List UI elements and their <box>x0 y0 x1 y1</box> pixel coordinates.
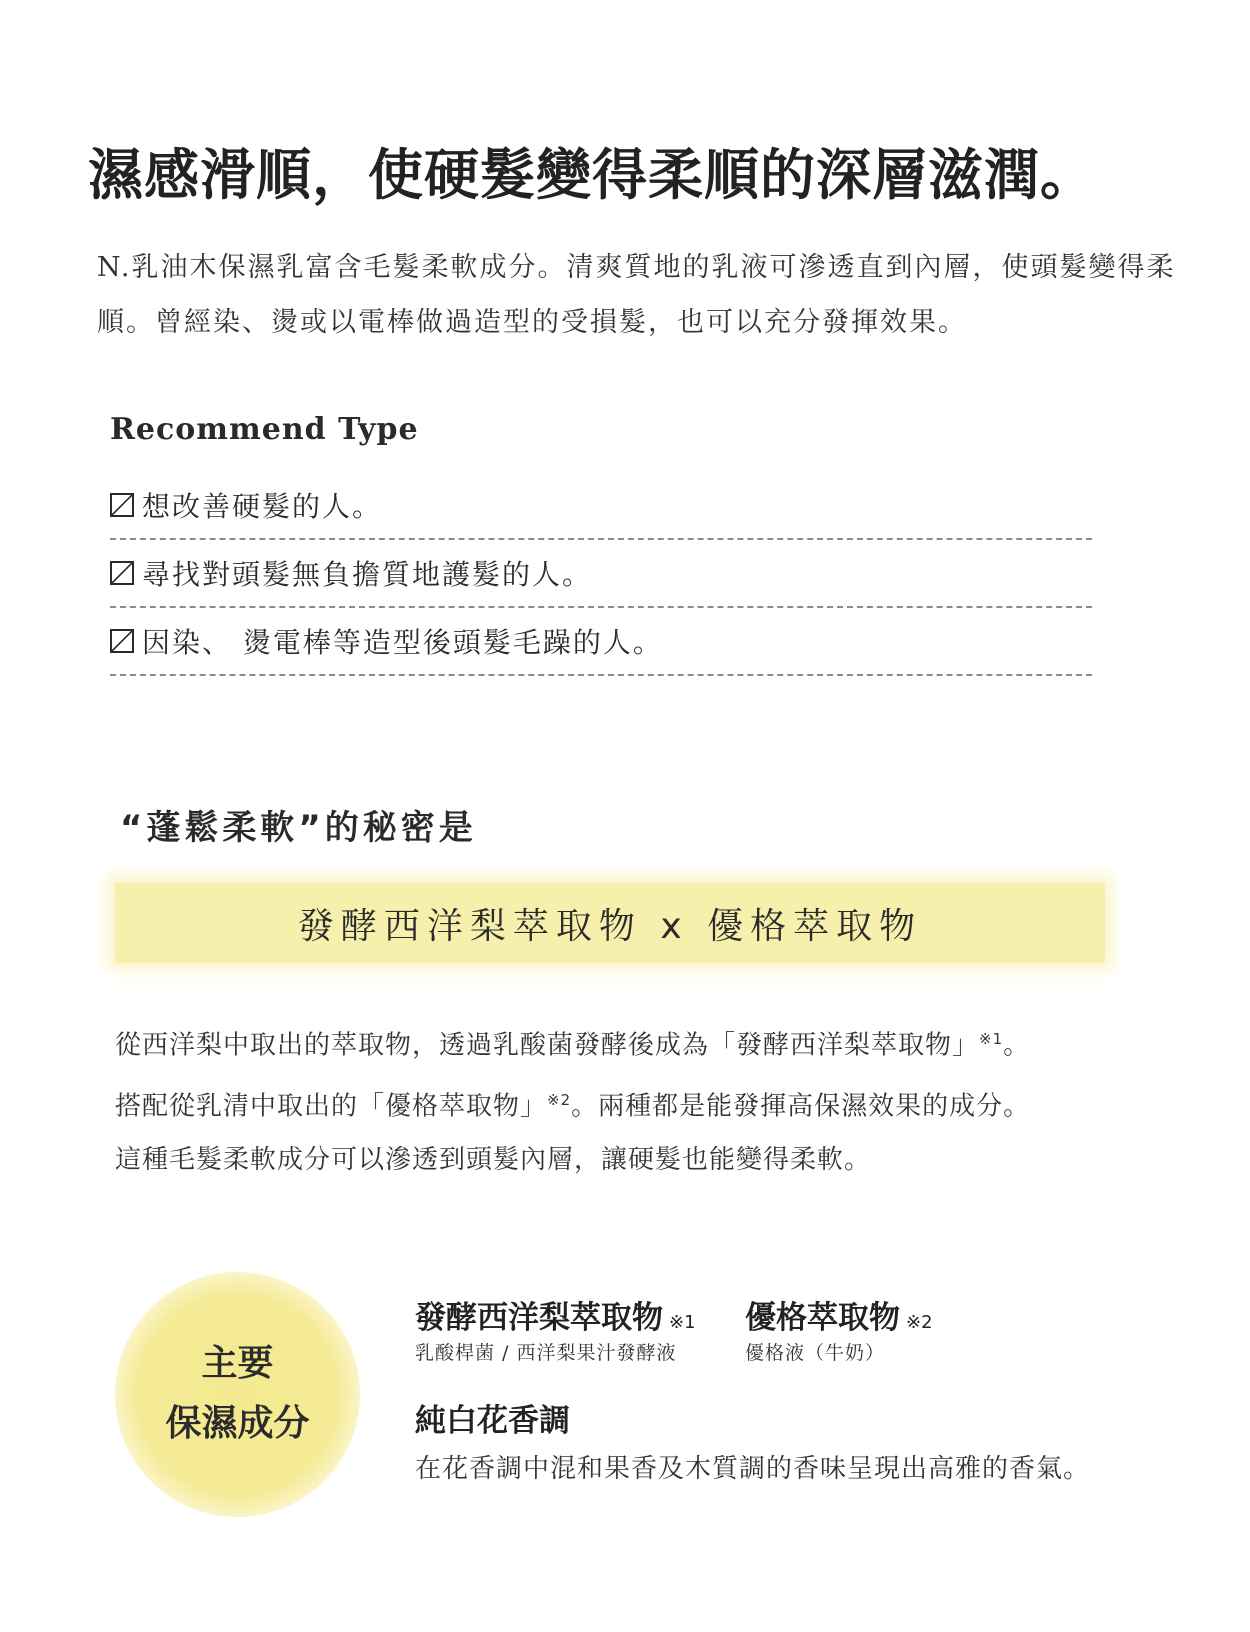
ingredient-banner <box>115 883 1105 963</box>
description-line: 這種毛髮柔軟成分可以滲透到頭髮內層，讓硬髮也能變得柔軟。 <box>115 1145 872 1176</box>
checkbox-slash-icon <box>110 629 134 653</box>
footnote-mark: ※1 <box>979 1030 1004 1048</box>
circle-label: 主要 保濕成分 <box>165 1343 310 1444</box>
secret-title: “蓬鬆柔軟”的秘密是 <box>120 808 477 848</box>
secret-description <box>115 1012 1145 1187</box>
checkbox-slash-icon <box>110 493 134 517</box>
footnote-mark: ※1 <box>669 1312 696 1333</box>
ingredient-name: 優格萃取物 ※2 <box>745 1300 933 1336</box>
checkbox-slash-icon <box>110 561 134 585</box>
recommend-item <box>110 540 1092 608</box>
ingredient-name: 發酵西洋梨萃取物 ※1 <box>415 1300 696 1336</box>
description-line: 從西洋梨中取出的萃取物，透過乳酸菌發酵後成為「發酵西洋梨萃取物」$^{※1}$。 <box>115 1030 1031 1061</box>
ingredient-subtitle: 優格液（牛奶） <box>745 1342 886 1364</box>
recommend-list <box>110 472 1092 676</box>
intro-paragraph: N.乳油木保濕乳富含毛髮柔軟成分。清爽質地的乳液可滲透直到內層，使頭髮變得柔順。曾經染、燙或以電棒做過造型的受損髮，也可以充分發揮效果。 <box>97 252 1176 338</box>
recommend-item <box>110 472 1092 540</box>
fragrance-description: 在花香調中混和果香及木質調的香味呈現出高雅的香氣。 <box>415 1454 1091 1484</box>
ingredient-subtitle: 乳酸桿菌 / 西洋梨果汁發酵液 <box>415 1342 677 1364</box>
recommend-item-text: 尋找對頭髮無負擔質地護髮的人。 <box>142 558 593 591</box>
footnote-mark: ※2 <box>906 1312 933 1333</box>
footnote-mark: ※2 <box>547 1090 572 1109</box>
recommend-item-text: 因染、 燙電棒等造型後頭髮毛躁的人。 <box>142 626 663 659</box>
recommend-item-text: 想改善硬髮的人。 <box>142 490 383 523</box>
main-ingredients-circle <box>115 1272 360 1517</box>
recommend-item <box>110 608 1092 676</box>
recommend-title: Recommend Type <box>110 412 419 447</box>
banner-text: 發酵西洋梨萃取物 x 優格萃取物 <box>297 905 923 947</box>
description-line: 搭配從乳清中取出的「優格萃取物」$^{※2}$。兩種都是能發揮高保濕效果的成分。 <box>115 1090 1031 1122</box>
headline: 濕感滑順，使硬髮變得柔順的深層滋潤。 <box>88 143 1097 207</box>
fragrance-name: 純白花香調 <box>415 1403 570 1439</box>
